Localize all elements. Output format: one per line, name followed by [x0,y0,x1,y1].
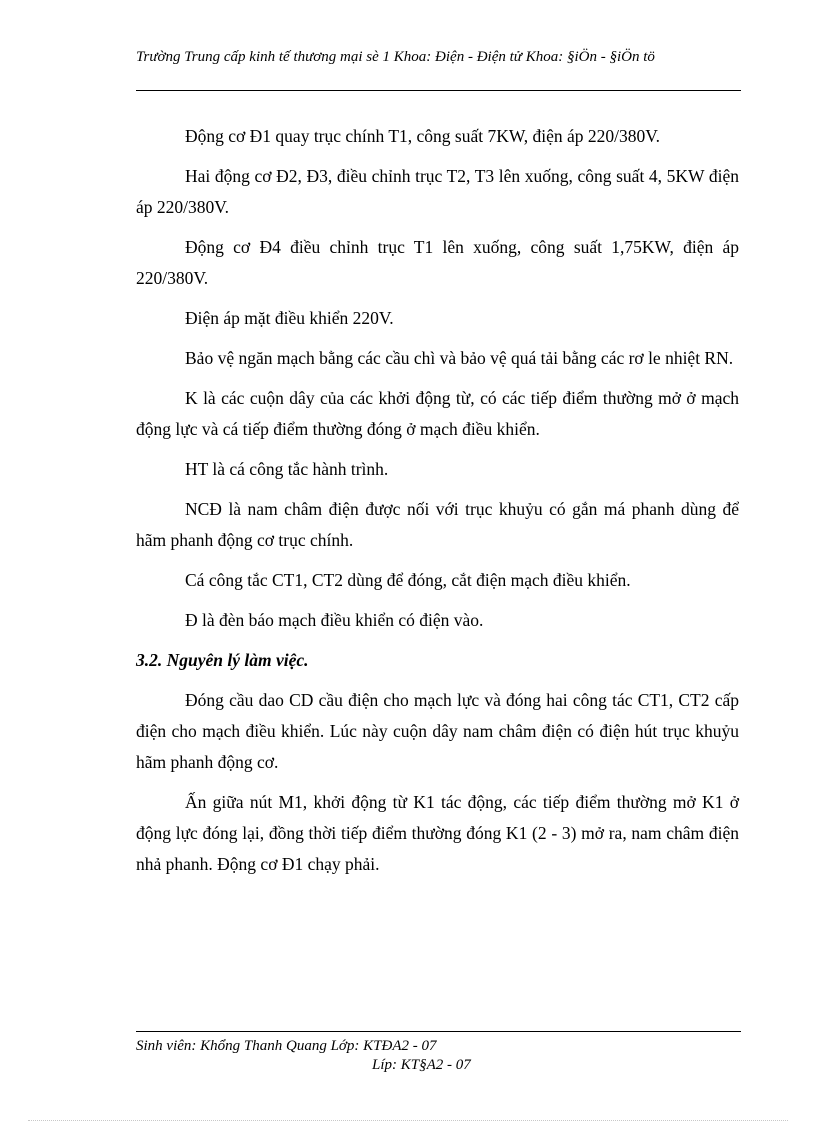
body-text [136,121,739,889]
paragraph: Điện áp mặt điều khiển 220V. [185,308,394,328]
footer-rule [136,1031,741,1032]
page-footer [136,1037,742,1075]
paragraph: K là các cuộn dây của các khởi động từ, có các tiếp điểm thường mở ở mạch động lực và cá tiếp điểm thường đóng ở mạch điều khiển. [136,388,739,439]
header-rule [136,90,741,91]
paragraph: Ấn giữa nút M1, khởi động từ K1 tác động, các tiếp điểm thường mở K1 ở động lực đóng lại, đồng thời tiếp điểm thường đóng K1 (2 - 3) mở ra, nam châm điện nhả phanh. Động cơ Đ1 chạy phải. [136,792,739,874]
paragraph: Động cơ Đ4 điều chỉnh trục T1 lên xuống, công suất 1,75KW, điện áp 220/380V. [136,237,739,288]
paragraph: Đóng cầu dao CD cầu điện cho mạch lực và đóng hai công tác CT1, CT2 cấp điện cho mạch điều khiển. Lúc này cuộn dây nam châm điện có điện hút trục khuỷu hãm phanh động cơ. [136,690,739,772]
paragraph: Đ là đèn báo mạch điều khiển có điện vào. [185,610,484,630]
footer-class-line: Líp: KT§A2 - 07 [372,1057,471,1073]
paragraph: Cá công tắc CT1, CT2 dùng để đóng, cắt điện mạch điều khiển. [185,570,631,590]
footer-student-line: Sinh viên: Khổng Thanh Quang Lớp: KTĐA2 - 07 [136,1038,437,1054]
paragraph: Động cơ Đ1 quay trục chính T1, công suất 7KW, điện áp 220/380V. [185,126,661,146]
paragraph: Bảo vệ ngăn mạch bằng các cầu chì và bảo vệ quá tải bằng các rơ le nhiệt RN. [185,348,734,368]
section-heading: 3.2. Nguyên lý làm việc. [136,650,309,670]
paragraph: Hai động cơ Đ2, Đ3, điều chỉnh trục T2, T3 lên xuống, công suất 4, 5KW điện áp 220/380V. [136,166,739,217]
page-header: Trường Trung cấp kinh tế thương mại sè 1 Khoa: Điện - Điện tử Khoa: §iÖn - §iÖn tö [136,49,655,65]
paragraph: HT là cá công tắc hành trình. [185,459,389,479]
page-edge-divider [28,1120,788,1121]
paragraph: NCĐ là nam châm điện được nối với trục khuỷu có gắn má phanh dùng để hãm phanh động cơ trục chính. [136,499,739,550]
